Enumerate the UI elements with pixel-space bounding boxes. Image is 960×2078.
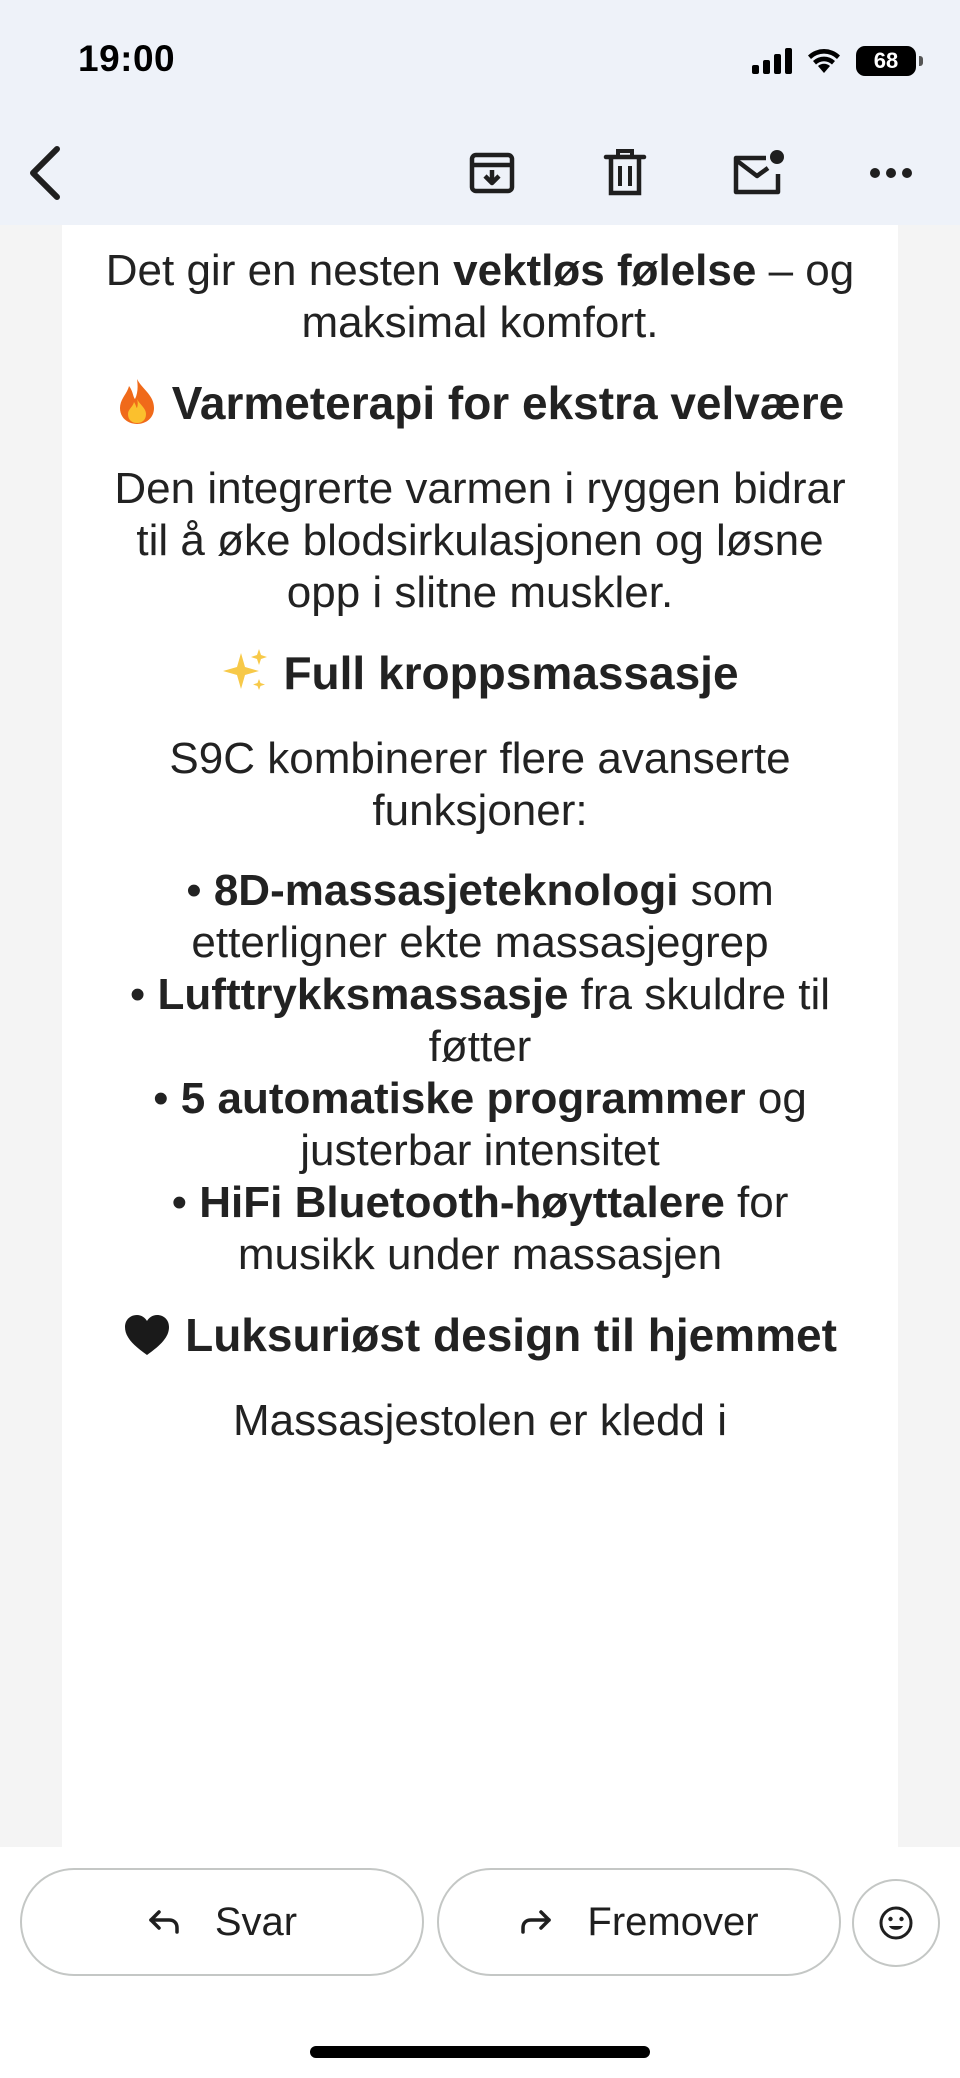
more-options-button[interactable] [856, 138, 926, 208]
feature-item: • 5 automatiske programmer og justerbar intensitet [153, 1074, 807, 1175]
status-time: 19:00 [78, 38, 176, 79]
feature-item: • Lufttrykksmassasje fra skuldre til føtter [129, 970, 831, 1071]
paragraph-functions-intro: S9C kombinerer flere avanserte funksjoner: [169, 734, 791, 835]
email-message-body [62, 225, 898, 1847]
forward-button[interactable] [437, 1868, 841, 1976]
sparkles-emoji [221, 647, 269, 705]
status-bar [0, 0, 960, 120]
heading-heat-therapy: Varmeterapi for ekstra velvære [102, 377, 858, 435]
paragraph-design: Massasjestolen er kledd i [232, 1396, 727, 1445]
battery-icon [856, 46, 916, 76]
signal-icon [752, 48, 792, 74]
delete-button[interactable] [590, 138, 660, 208]
feature-item: • 8D-massasjeteknologi som etterligner ekte massasjegrep [186, 866, 774, 967]
mark-unread-button[interactable] [723, 138, 793, 208]
reply-label: Svar [214, 1899, 298, 1944]
paragraph-weightless: Det gir en nesten vektløs følelse – og maksimal komfort. [105, 246, 855, 347]
feature-item: • HiFi Bluetooth-høyttalere for musikk under massasjen [171, 1178, 789, 1279]
back-arrow-icon [23, 143, 67, 203]
heading-full-body-massage: Full kroppsmassasje [102, 647, 858, 705]
mark-unread-icon [730, 148, 786, 198]
emoji-reaction-button[interactable] [852, 1879, 940, 1967]
fire-emoji [116, 377, 158, 435]
heading-luxury-design: Luksuriøst design til hjemmet [102, 1309, 858, 1367]
email-toolbar [0, 120, 960, 225]
back-button[interactable] [10, 138, 80, 208]
reply-icon [147, 1908, 181, 1936]
paragraph-heat: Den integrerte varmen i ryggen bidrar til å øke blodsirkulasjonen og løsne opp i slitne muskler. [114, 464, 846, 617]
wifi-icon [806, 47, 842, 75]
archive-button[interactable] [457, 138, 527, 208]
forward-label: Fremover [587, 1899, 759, 1944]
more-icon [869, 167, 913, 179]
home-indicator[interactable] [310, 2046, 650, 2058]
reply-button[interactable] [20, 1868, 424, 1976]
email-text [62, 245, 898, 1447]
status-icons [752, 44, 916, 78]
black-heart-emoji [123, 1313, 171, 1367]
forward-icon [519, 1908, 553, 1936]
trash-icon [602, 148, 648, 198]
archive-icon [467, 148, 517, 198]
emoji-reaction-icon [878, 1905, 914, 1941]
battery-level: 68 [873, 48, 899, 73]
